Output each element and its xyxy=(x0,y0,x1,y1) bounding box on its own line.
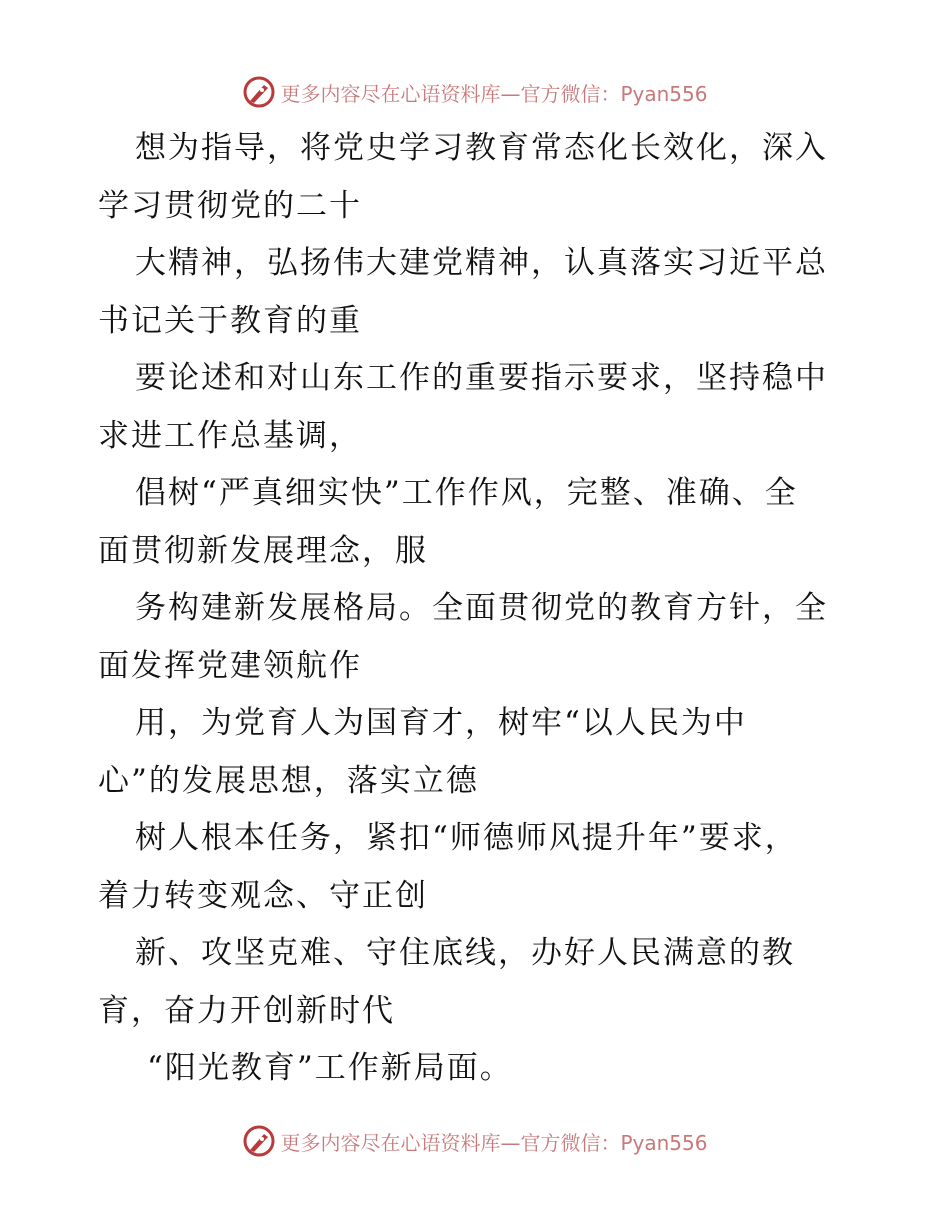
text-line: 新、攻坚克难、守住底线，办好人民满意的教 xyxy=(135,935,795,971)
footer-text: 更多内容尽在心语资料库—官方微信：Pyan556 xyxy=(280,1130,708,1155)
pen-nib-logo-icon xyxy=(242,75,276,109)
text-line: 想为指导，将党史学习教育常态化长效化，深入 xyxy=(135,130,828,166)
text-line: 务构建新发展格局。全面贯彻党的教育方针，全 xyxy=(135,590,828,626)
text-line: 心”的发展思想，落实立德 xyxy=(98,762,479,799)
text-line: 书记关于教育的重 xyxy=(98,302,362,339)
text-line: 着力转变观念、守正创 xyxy=(98,877,428,914)
text-line: 面发挥党建领航作 xyxy=(98,647,362,684)
text-line: “阳光教育”工作新局面。 xyxy=(147,1050,513,1086)
header-banner xyxy=(0,72,950,112)
text-line: 倡树“严真细实快”工作作风，完整、准确、全 xyxy=(135,475,798,511)
text-line: 求进工作总基调， xyxy=(98,417,362,454)
text-line: 育，奋力开创新时代 xyxy=(98,992,395,1029)
pen-nib-logo-icon xyxy=(242,1124,276,1158)
text-line: 用，为党育人为国育才，树牢“以人民为中 xyxy=(135,705,747,741)
footer-banner xyxy=(0,1121,950,1161)
text-line: 学习贯彻党的二十 xyxy=(98,187,362,224)
text-line: 大精神，弘扬伟大建党精神，认真落实习近平总 xyxy=(135,245,828,281)
text-line: 要论述和对山东工作的重要指示要求，坚持稳中 xyxy=(135,360,828,396)
header-text: 更多内容尽在心语资料库—官方微信：Pyan556 xyxy=(280,81,708,106)
document-body xyxy=(98,120,858,1098)
text-line: 面贯彻新发展理念，服 xyxy=(98,532,428,569)
text-line: 树人根本任务，紧扣“师德师风提升年”要求， xyxy=(135,820,798,856)
